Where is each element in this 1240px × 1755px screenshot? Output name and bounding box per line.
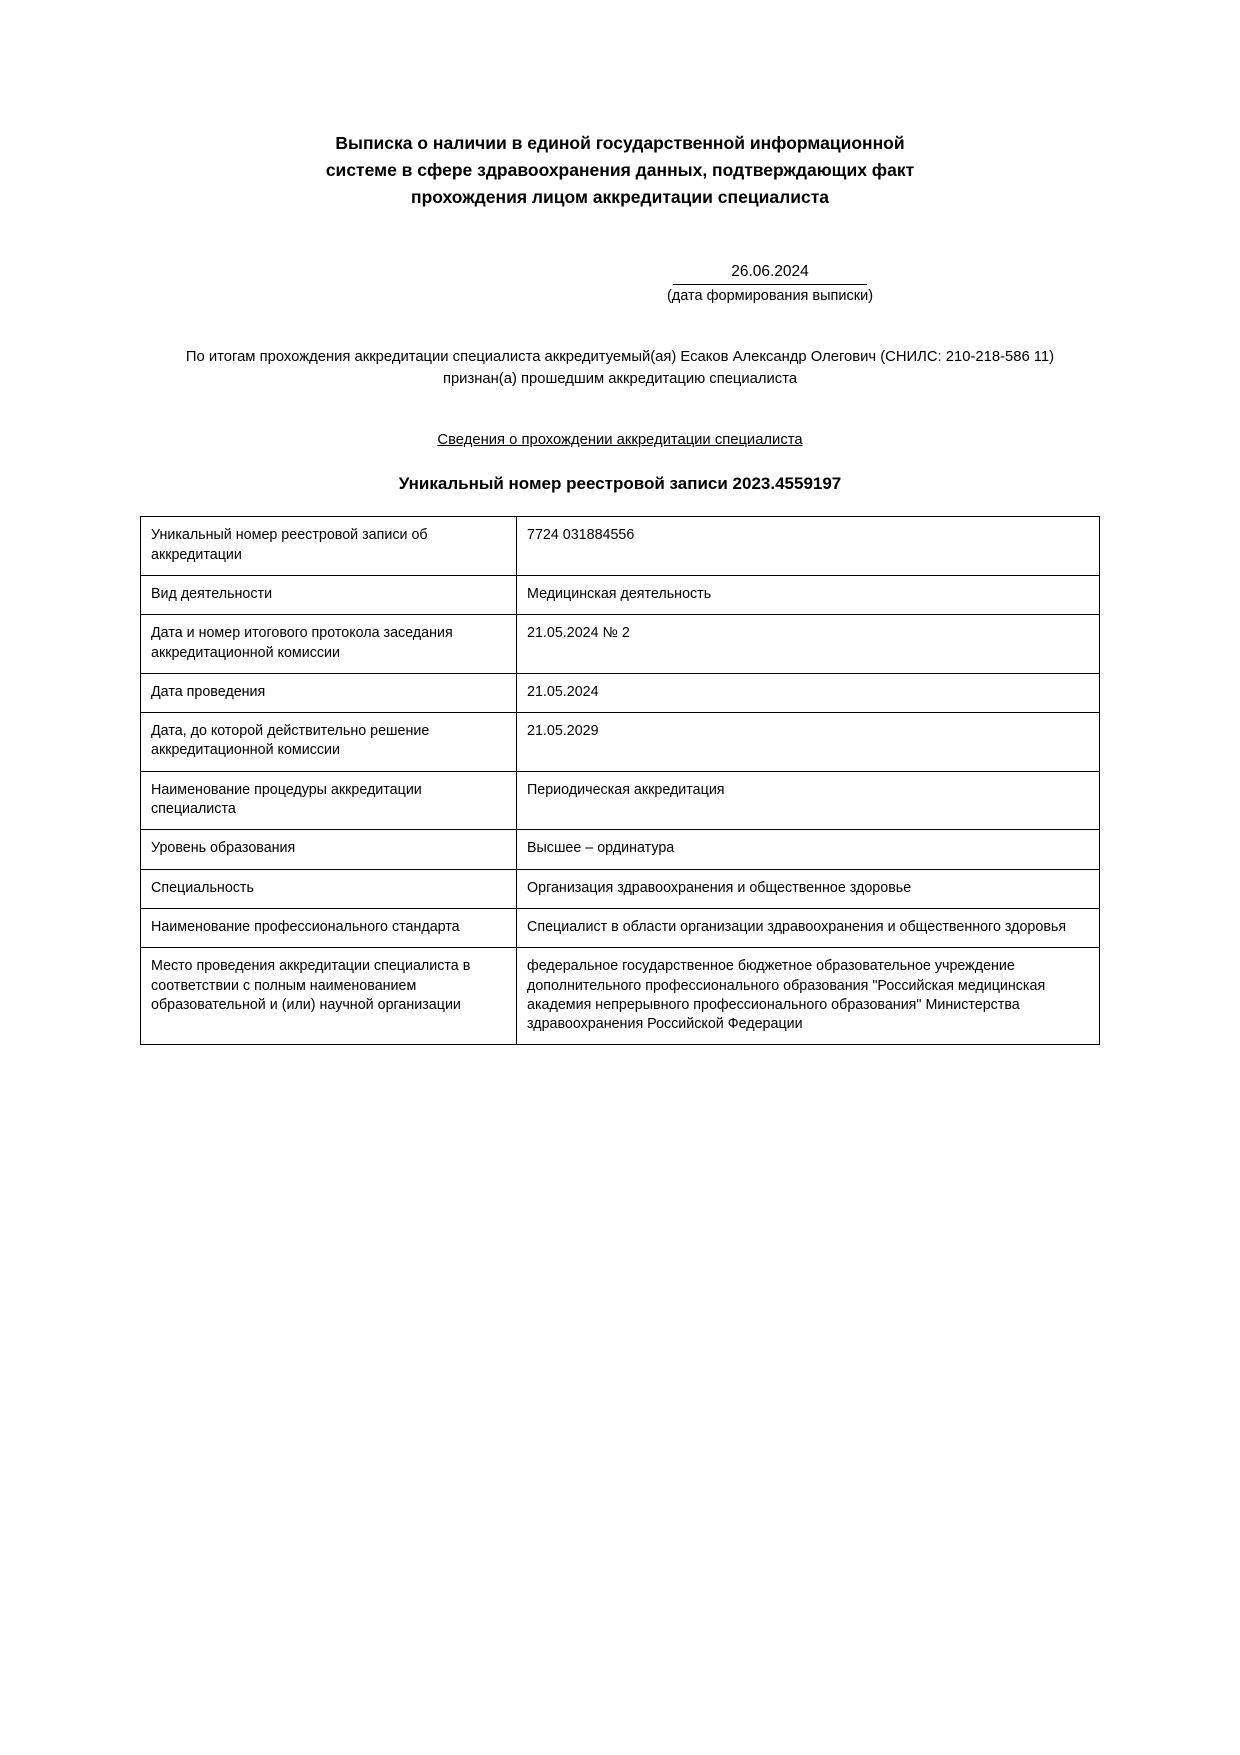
page-title-line-3: прохождения лицом аккредитации специалиста: [411, 187, 829, 208]
formation-date-value: 26.06.2024: [673, 263, 867, 285]
date-block: [140, 263, 1100, 304]
section-heading-text: Сведения о прохождении аккредитации специалиста: [437, 432, 803, 449]
table-cell-value: Специалист в области организации здравоохранения и общественного здоровья: [517, 908, 1100, 947]
table-cell-label: Уникальный номер реестровой записи об аккредитации: [141, 517, 517, 576]
intro-line-2: признан(а) прошедшим аккредитацию специалиста: [442, 371, 798, 388]
table-cell-value: Высшее – ординатура: [517, 830, 1100, 869]
table-cell-label: Наименование профессионального стандарта: [141, 908, 517, 947]
table-row: [141, 673, 1100, 712]
table-row: [141, 830, 1100, 869]
intro-paragraph: [140, 346, 1100, 390]
table-cell-value: 21.05.2024 № 2: [517, 615, 1100, 674]
table-row: [141, 869, 1100, 908]
page-title: [260, 130, 980, 211]
table-row: [141, 948, 1100, 1045]
table-cell-value: Медицинская деятельность: [517, 575, 1100, 614]
record-number-title: Уникальный номер реестровой записи 2023.4559197: [398, 474, 842, 494]
table-cell-label: Вид деятельности: [141, 575, 517, 614]
table-row: [141, 517, 1100, 576]
table-row: [141, 575, 1100, 614]
page-title-line-1: Выписка о наличии в единой государственной информационной: [335, 133, 905, 153]
table-cell-label: Дата, до которой действительно решение аккредитационной комиссии: [141, 713, 517, 772]
page-title-line-2: системе в сфере здравоохранения данных, подтверждающих факт: [325, 160, 915, 181]
table-cell-label: Уровень образования: [141, 830, 517, 869]
table-row: [141, 771, 1100, 830]
table-row: [141, 908, 1100, 947]
table-cell-label: Дата и номер итогового протокола заседания аккредитационной комиссии: [141, 615, 517, 674]
table-cell-label: Наименование процедуры аккредитации специалиста: [141, 771, 517, 830]
table-row: [141, 713, 1100, 772]
table-cell-value: федеральное государственное бюджетное образовательное учреждение дополнительного профессионального образования "Российская медицинская академия непрерывного профессионального образования" Министерства здравоохранения Российской Федерации: [517, 948, 1100, 1045]
table-cell-value: Организация здравоохранения и общественное здоровье: [517, 869, 1100, 908]
table-cell-label: Специальность: [141, 869, 517, 908]
table-cell-value: Периодическая аккредитация: [517, 771, 1100, 830]
accreditation-table: [140, 516, 1100, 1045]
table-cell-value: 21.05.2024: [517, 673, 1100, 712]
table-row: [141, 615, 1100, 674]
section-heading: [140, 432, 1100, 448]
intro-line-1: По итогам прохождения аккредитации специалиста аккредитуемый(ая) Есаков Александр Олегович (СНИЛС: 210-218-586 11): [185, 348, 1055, 365]
formation-date-caption: (дата формирования выписки): [666, 287, 874, 304]
table-cell-value: 7724 031884556: [517, 517, 1100, 576]
table-cell-label: Место проведения аккредитации специалиста в соответствии с полным наименованием образовательной и (или) научной организации: [141, 948, 517, 1045]
table-cell-value: 21.05.2029: [517, 713, 1100, 772]
table-cell-label: Дата проведения: [141, 673, 517, 712]
